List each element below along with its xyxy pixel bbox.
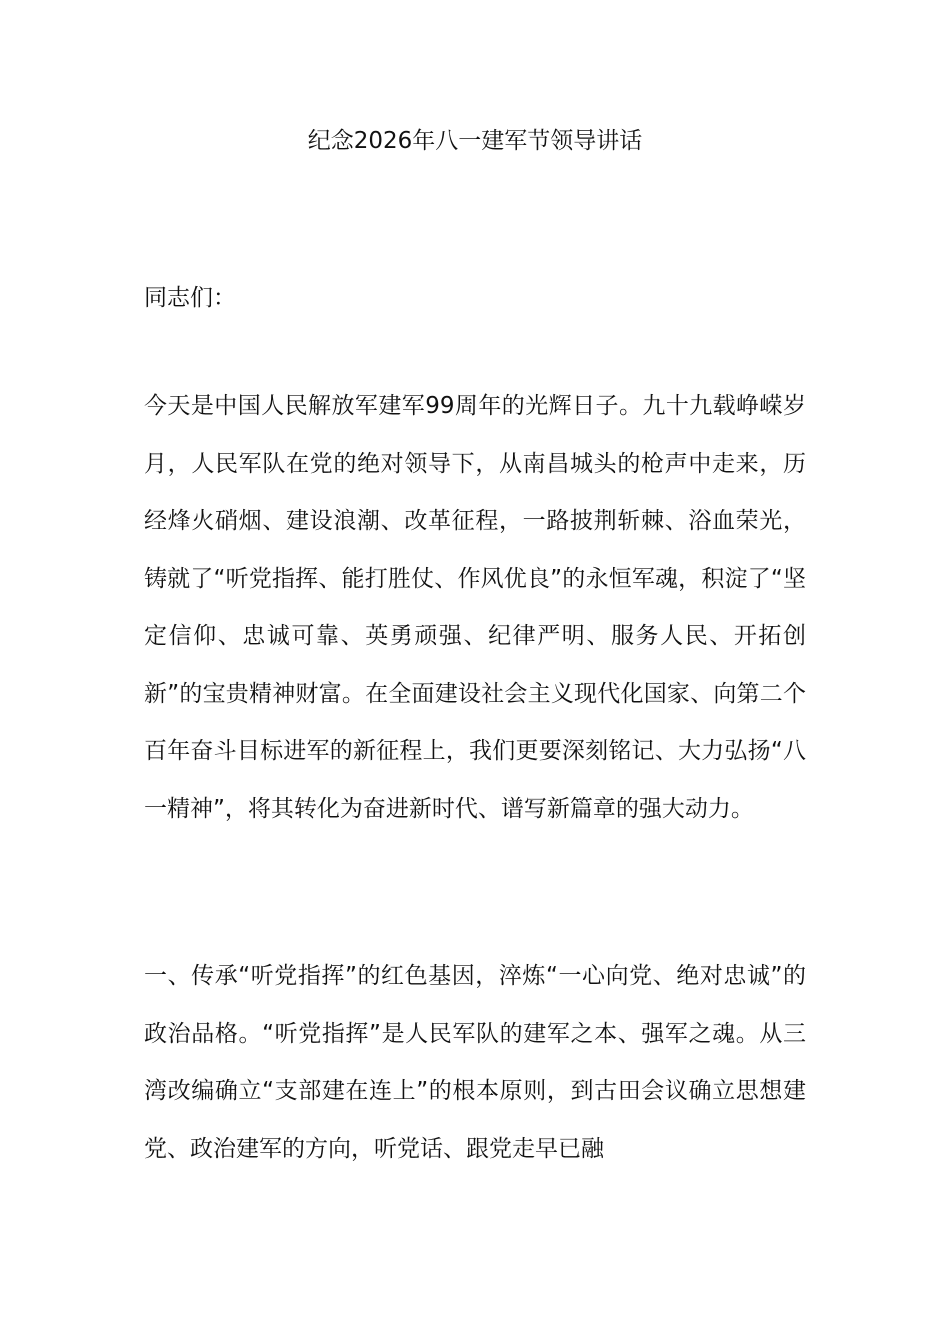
document-title: 纪念2026年八一建军节领导讲话 (307, 128, 643, 154)
body-paragraph-2: 一、传承“听党指挥”的红色基因，淬炼“一心向党、绝对忠诚”的政治品格。“听党指挥”是人民军队的建军之本、强军之魂。从三湾改编确立“支部建在连上”的根本原则，到古田会议确立思想建党、政治建军的方向，听党话、跟党走早已融 (144, 963, 806, 1162)
body-paragraph-1: 今天是中国人民解放军建军99周年的光辉日子。九十九载峥嵘岁月，人民军队在党的绝对领导下，从南昌城头的枪声中走来，历经烽火硝烟、建设浪潮、改革征程，一路披荆斩棘、浴血荣光，铸就了“听党指挥、能打胜仗、作风优良”的永恒军魂，积淀了“坚定信仰、忠诚可靠、英勇顽强、纪律严明、服务人民、开拓创新”的宝贵精神财富。在全面建设社会主义现代化国家、向第二个百年奋斗目标进军的新征程上，我们更要深刻铭记、大力弘扬“八一精神”，将其转化为奋进新时代、谱写新篇章的强大动力。 (144, 393, 806, 822)
salutation: 同志们： (144, 285, 236, 311)
